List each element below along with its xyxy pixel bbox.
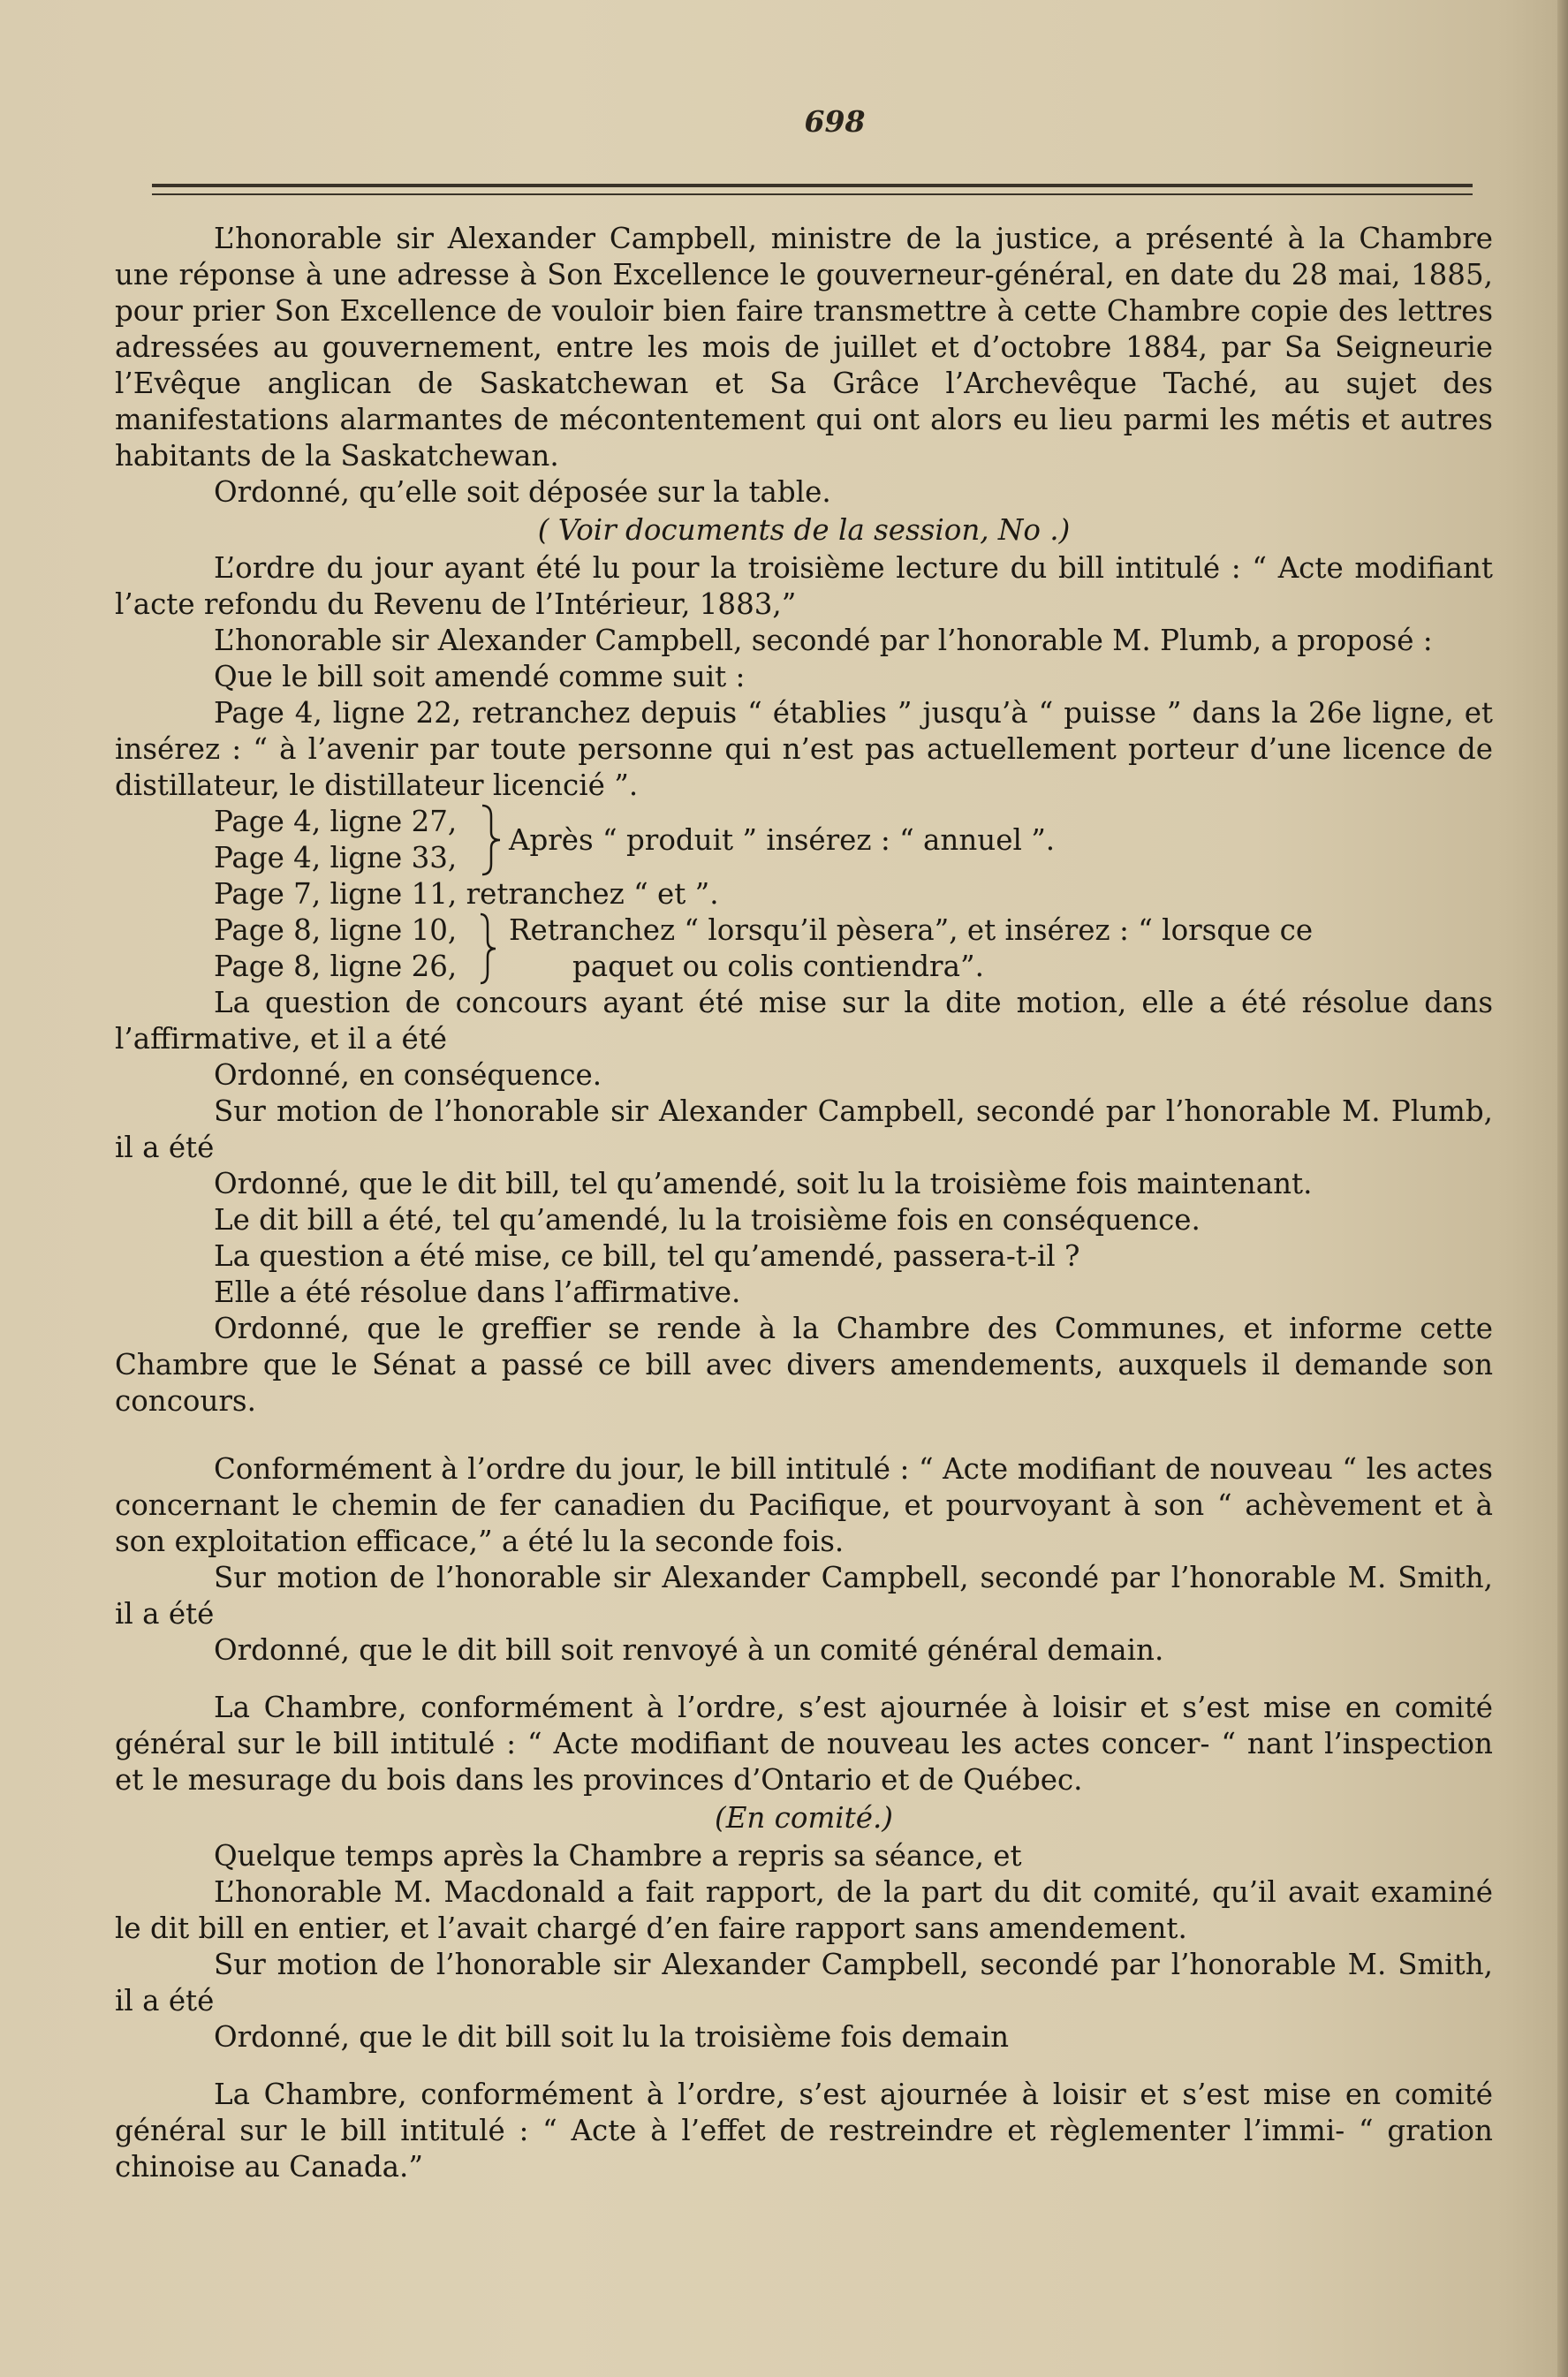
paragraph-report-macdonald: L’honorable M. Macdonald a fait rapport, de la part du dit comité, qu’il avait examiné le dit bill en entier, et l’avait chargé d’en faire rapport sans amendement. bbox=[115, 1875, 1493, 1945]
page-number: 698 bbox=[804, 104, 866, 139]
brace-icon bbox=[479, 804, 504, 876]
amendment-line: Page 4, ligne 33, bbox=[214, 841, 458, 874]
paragraph-session-reference: ( Voir documents de la session, No .) bbox=[537, 513, 1071, 547]
paragraph-resolved: Elle a été résolue dans l’affirmative. bbox=[214, 1276, 741, 1309]
page-edge bbox=[1557, 0, 1568, 2377]
amendment-group-1 bbox=[115, 804, 1493, 876]
paragraph-ordered: Ordonné, en conséquence. bbox=[214, 1058, 602, 1092]
paragraph-committee-lumber: La Chambre, conformément à l’ordre, s’est ajournée à loisir et s’est mise en comité général sur le bill intitulé : “ Acte modifiant de nouveau les actes concer- “ nant l’inspection et le mesurage du bois dans les provinces d’Ontario et de Québec. bbox=[115, 1691, 1493, 1797]
header-rule-thin bbox=[152, 193, 1473, 195]
paragraph-in-committee: (En comité.) bbox=[715, 1801, 893, 1835]
paragraph-motion-smith: Sur motion de l’honorable sir Alexander Campbell, secondé par l’honorable M. Smith, il a été bbox=[115, 1561, 1493, 1631]
paragraph-ordered-third: Ordonné, que le dit bill, tel qu’amendé, soit lu la troisième fois maintenant. bbox=[214, 1167, 1313, 1200]
page-body bbox=[115, 221, 1493, 2185]
paragraph-motion-smith-2: Sur motion de l’honorable sir Alexander Campbell, secondé par l’honorable M. Smith, il a été bbox=[115, 1948, 1493, 2017]
paragraph-question: La question de concours ayant été mise sur la dite motion, elle a été résolue dans l’affirmative, et il a été bbox=[115, 986, 1493, 1056]
amendment-line: Page 4, ligne 27, bbox=[214, 805, 458, 838]
header-rule bbox=[152, 184, 1473, 187]
paragraph-pacific-bill: Conformément à l’ordre du jour, le bill intitulé : “ Acte modifiant de nouveau “ les actes concernant le chemin de fer canadien du Pacifique, et pourvoyant à son “ achèvement et à son exploitation efficace,” a été lu la seconde fois. bbox=[115, 1452, 1493, 1558]
amendment-page7: Page 7, ligne 11, retranchez “ et ”. bbox=[214, 877, 719, 911]
amendment-line: Page 8, ligne 10, bbox=[214, 913, 458, 947]
paragraph-read-third: Le dit bill a été, tel qu’amendé, lu la troisième fois en conséquence. bbox=[214, 1203, 1201, 1237]
paragraph-committee-tomorrow: Ordonné, que le dit bill soit renvoyé à un comité général demain. bbox=[214, 1633, 1164, 1667]
paragraph-question-pass: La question a été mise, ce bill, tel qu’amendé, passera-t-il ? bbox=[214, 1239, 1080, 1273]
amendment-line: Page 8, ligne 26, bbox=[214, 950, 458, 983]
paragraph-order: Ordonné, qu’elle soit déposée sur la table. bbox=[214, 475, 831, 509]
paragraph-chinese-immigration: La Chambre, conformément à l’ordre, s’est ajournée à loisir et s’est mise en comité général sur le bill intitulé : “ Acte à l’effet de restreindre et règlementer l’immi- “ gration chinoise au Canada.” bbox=[115, 2078, 1493, 2184]
paragraph-report: L’honorable sir Alexander Campbell, ministre de la justice, a présenté à la Chambre une réponse à une adresse à Son Excellence le gouverneur-général, en date du 28 mai, 1885, pour prier Son Excellence de vouloir bien faire transmettre à cette Chambre copie des lettres adressées au gouvernement, entre les mois de juillet et d’octobre 1884, par Sa Seigneurie l’Evêque anglican de Saskatchewan et Sa Grâce l’Archevêque Taché, au sujet des manifestations alarmantes de mécontentement qui ont alors eu lieu parmi les métis et autres habitants de la Saskatchewan. bbox=[115, 222, 1493, 473]
paragraph-clerk: Ordonné, que le greffier se rende à la Chambre des Communes, et informe cette Chambre que le Sénat a passé ce bill avec divers amendements, auxquels il demande son concours. bbox=[115, 1312, 1493, 1418]
paragraph-resumed: Quelque temps après la Chambre a repris sa séance, et bbox=[214, 1839, 1022, 1873]
paragraph-amend-intro: Que le bill soit amendé comme suit : bbox=[214, 660, 746, 693]
paragraph-motion: Sur motion de l’honorable sir Alexander Campbell, secondé par l’honorable M. Plumb, il a été bbox=[115, 1094, 1493, 1164]
amendment-text: Après “ produit ” insérez : “ annuel ”. bbox=[509, 822, 1056, 857]
paragraph-third-reading-tomorrow: Ordonné, que le dit bill soit lu la troisième fois demain bbox=[214, 2020, 1010, 2054]
paragraph-amendment-page4: Page 4, ligne 22, retranchez depuis “ établies ” jusqu’à “ puisse ” dans la 26e ligne, et insérez : “ à l’avenir par toute personne qui n’est pas actuellement porteur d’une licence de distillateur, le distillateur licencié ”. bbox=[115, 696, 1493, 802]
amendment-text: Retranchez “ lorsqu’il pèsera”, et insérez : “ lorsque ce bbox=[509, 913, 1314, 947]
amendment-text: paquet ou colis contiendra”. bbox=[572, 950, 984, 983]
paragraph-order-of-day: L’ordre du jour ayant été lu pour la troisième lecture du bill intitulé : “ Acte modifiant l’acte refondu du Revenu de l’Intérieur, 1883,” bbox=[115, 551, 1493, 621]
brace-icon bbox=[479, 912, 504, 985]
amendment-group-2 bbox=[115, 912, 1493, 985]
paragraph-proposal: L’honorable sir Alexander Campbell, secondé par l’honorable M. Plumb, a proposé : bbox=[214, 624, 1433, 657]
